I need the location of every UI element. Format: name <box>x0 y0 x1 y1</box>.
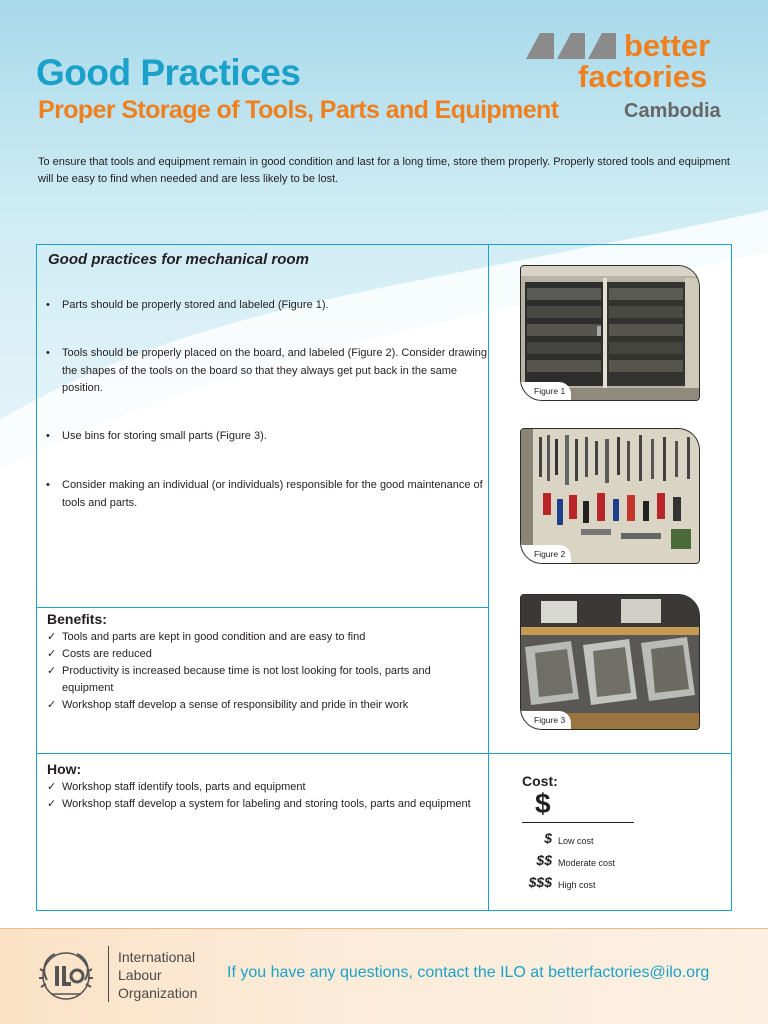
benefit-item: ✓ Workshop staff develop a sense of responsibility and pride in their work <box>47 697 477 714</box>
logo-word-cambodia: Cambodia <box>624 100 721 122</box>
table-border-left <box>36 244 37 911</box>
logo-word-better: better <box>624 28 711 63</box>
tool-board-image <box>521 429 700 564</box>
page-title: Good Practices <box>36 52 301 93</box>
logo-word-factories: factories <box>578 59 708 94</box>
benefit-item: ✓ Tools and parts are kept in good condition and are easy to find <box>47 629 477 646</box>
how-title: How: <box>47 761 82 777</box>
figure-2-photo <box>520 428 700 564</box>
practice-bullet-2: • Tools should be properly placed on the board, and labeled (Figure 2). Consider drawing the shapes of the tools on the board so that they always get put back in the same position. <box>62 345 490 398</box>
how-item: ✓ Workshop staff develop a system for labeling and storing tools, parts and equipment <box>47 796 477 813</box>
cost-title: Cost: <box>522 773 558 789</box>
cost-legend-low-label: Low cost <box>558 836 594 846</box>
practice-bullet-1: • Parts should be properly stored and labeled (Figure 1). <box>62 297 490 315</box>
figure-2-label: Figure 2 <box>521 545 571 563</box>
cost-divider <box>522 822 634 823</box>
figure-1-photo <box>520 265 700 401</box>
table-border-top <box>36 244 732 245</box>
ilo-emblem-icon <box>37 950 95 1002</box>
figure-3-label: Figure 3 <box>521 711 571 729</box>
cost-legend-high-symbol: $$$ <box>528 874 552 890</box>
benefit-item: ✓ Productivity is increased because time is not lost looking for tools, parts and equipment <box>47 663 477 697</box>
practice-bullet-4: • Consider making an individual (or individuals) responsible for the good maintenance of tools and parts. <box>62 477 490 512</box>
table-border-right <box>731 244 732 911</box>
cost-legend-low-symbol: $ <box>544 830 552 846</box>
ilo-name-line-1: International <box>118 949 196 965</box>
how-list <box>47 779 477 813</box>
parts-bins-image <box>521 595 700 730</box>
cost-legend-moderate-symbol: $$ <box>536 852 552 868</box>
better-factories-logo <box>526 28 740 126</box>
ilo-name-line-3: Organization <box>118 985 198 1001</box>
how-item: ✓ Workshop staff identify tools, parts and equipment <box>47 779 477 796</box>
benefit-item: ✓ Costs are reduced <box>47 646 477 663</box>
practice-bullet-3: • Use bins for storing small parts (Figure 3). <box>62 428 490 446</box>
figure-1-label: Figure 1 <box>521 382 571 400</box>
table-border-bottom <box>36 910 732 911</box>
mechanical-room-title: Good practices for mechanical room <box>48 251 309 268</box>
contact-line: If you have any questions, contact the ILO at betterfactories@ilo.org <box>227 964 710 981</box>
benefits-list <box>47 629 477 714</box>
page-subtitle: Proper Storage of Tools, Parts and Equipment <box>38 96 559 124</box>
figure-3-photo <box>520 594 700 730</box>
logo-chevrons-icon <box>526 33 618 59</box>
cost-value: $ <box>535 788 551 819</box>
ilo-organization-name <box>118 948 197 1002</box>
footer-divider <box>108 946 109 1002</box>
cost-legend-high-label: High cost <box>558 880 596 890</box>
table-row-divider-how <box>36 753 732 754</box>
benefits-title: Benefits: <box>47 611 107 627</box>
ilo-name-line-2: Labour <box>118 967 162 983</box>
intro-paragraph: To ensure that tools and equipment remain in good condition and last for a long time, store them properly. Properly stored tools and equipment will be easy to find when needed and are less likely to be lost. <box>38 156 730 185</box>
cost-legend-moderate-label: Moderate cost <box>558 858 616 868</box>
table-row-divider-benefits <box>36 607 489 608</box>
parts-cabinet-image <box>521 266 700 401</box>
